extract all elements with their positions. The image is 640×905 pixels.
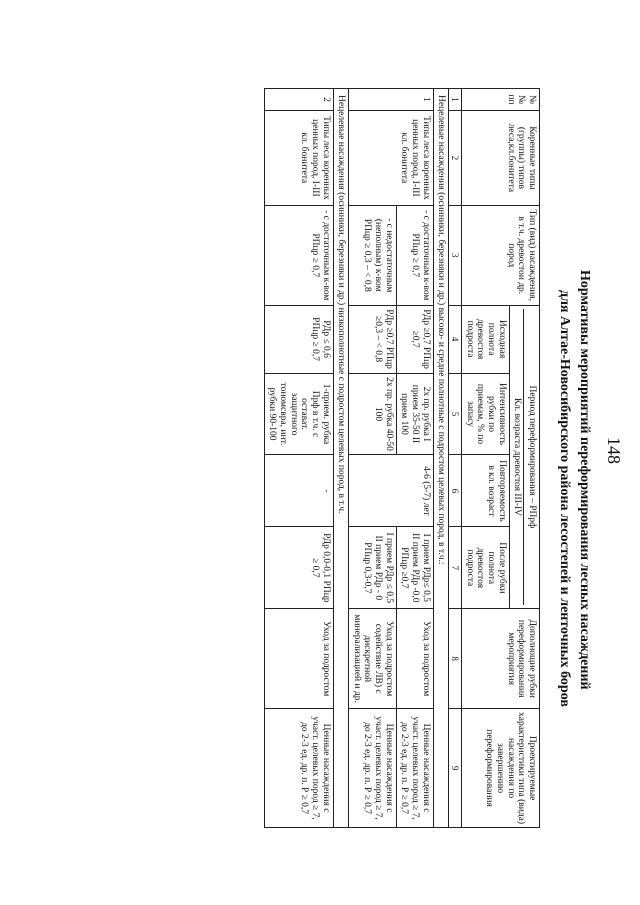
- row1b-extra: Уход за подростом содействие ЛВ) с дискретной минерализацией и др.: [349, 609, 397, 709]
- section-2-row: [333, 89, 349, 828]
- header-period: [509, 305, 539, 609]
- col-num: 5: [449, 373, 462, 455]
- row2-after: РДр 0,0-0,1 РПцр ≥ 0,7: [264, 527, 333, 609]
- row1a-kind: - с достаточным к-вом РПцр ≥ 0,7: [396, 205, 433, 305]
- row1b-after: I прием РДр ≤ 0,5 II прием РДр - 0 РПцр 0,3-0,7: [349, 527, 397, 609]
- col-num: 3: [449, 205, 462, 305]
- row1a-intensity: 2х пр. рубка I прием 35-50 II прием 100: [396, 373, 433, 455]
- section-1-heading: Нецелевые насаждения (осинники, березняки и др.) высоко- и средне полнотные с подростом целевых пород, в т.ч.:: [433, 89, 449, 828]
- col-num: 4: [449, 305, 462, 373]
- row2-density: РДр ≤ 0,6 РПцр ≥ 0,7: [264, 305, 333, 373]
- column-number-row: [449, 89, 462, 828]
- section-1-row: [433, 89, 449, 828]
- title-line-1: Нормативы мероприятий переформирования лесных насаждений: [577, 270, 592, 690]
- header-result: Проектируемые характеристики типа (вида) насаждения по завершению переформирования: [462, 709, 540, 828]
- row2-kind: - с достаточным к-вом РПцр ≥ 0,7: [264, 205, 333, 305]
- row1-repeat: 4-6 (5-7) лет: [349, 455, 433, 527]
- header-period-title: Период переформирования – РПрф: [527, 385, 537, 529]
- table-row: [264, 89, 333, 828]
- col-num: 8: [449, 609, 462, 709]
- row1a-density: РДр ≥0,7 РПцр ≥0,7: [396, 305, 433, 373]
- row2-repeat: -: [264, 455, 333, 527]
- row2-extra: Уход за подростом: [264, 609, 333, 709]
- col-num: 1: [449, 89, 462, 111]
- header-intensity: Интенсивность рубки по приемам, % по запасу: [462, 373, 510, 455]
- row1b-result: Ценные насаждения с участ. целевых пород ≥ 7, до 2-3 ед. др. п. Р ≥ 0,7: [349, 709, 397, 828]
- row1a-extra: Уход за подростом: [396, 609, 433, 709]
- section-2-heading: Нецелевые насаждения (осинники, березняки и др.) низкополнотные с подростом целевых пород, в т.ч.: [333, 89, 349, 828]
- col-num: 7: [449, 527, 462, 609]
- title-line-2: для Алтае-Новосибирского района лесостепей и ленточных боров: [557, 290, 572, 707]
- page-number: 148: [604, 437, 624, 464]
- header-period-sub: Кл. возраста древостоя III-IV: [512, 309, 525, 606]
- row1b-density: РДр ≥0,7 РПцр ≥0,3 – < 0,8: [349, 305, 397, 373]
- row1a-after: I прием РДр≤ 0,5 II прием РДр -0,0 РПцр ≥0,7: [396, 527, 433, 609]
- header-row: [509, 89, 539, 828]
- row1b-intensity: 2х пр. рубка 40-50 100: [349, 373, 397, 455]
- header-after: После рубки полнота древостоя подроста: [462, 527, 510, 609]
- header-stand-type: Тип (вид) насаждения, в т.ч. древостои др. пород: [462, 205, 540, 305]
- row1-no: 1: [349, 89, 433, 111]
- col-num: 6: [449, 455, 462, 527]
- row2-intensity: 1-прием. рубка Прф в т.ч. с остават. защитного тономсвра, инт. рубки 90-100: [264, 373, 333, 455]
- header-density: Исходная полнота древостоя подроста: [462, 305, 510, 373]
- row1a-result: Ценные насаждения с участ. целевых пород ≥ 7, до 2-3 ед. др. п. Р ≥ 0,7: [396, 709, 433, 828]
- row2-no: 2: [264, 89, 333, 111]
- norms-table: [264, 88, 540, 828]
- header-forest-type: Коренные типы (группы) типов леса,кл.бонитета: [462, 110, 540, 205]
- header-no: № № пп: [462, 89, 540, 111]
- rotated-table-wrapper: [30, 88, 540, 828]
- col-num: 9: [449, 709, 462, 828]
- col-num: 2: [449, 110, 462, 205]
- table-row: [396, 89, 433, 828]
- row2-result: Ценные насаждения с участ. целевых пород ≥ 7, до 2-3 ед. др. п. Р ≥ 0,7: [264, 709, 333, 828]
- row1b-kind: - с недостаточным (неполным) к-вом РПцр ≥ 0,3 – < 0,8: [349, 205, 397, 305]
- header-extra: Дополнощие рубки переформирования мероприятия: [462, 609, 540, 709]
- header-repeat: Повторяемость в кл. возраст: [462, 455, 510, 527]
- row1-forest-type: Типы леса коренных ценных пород, I-III кл. бонитета: [349, 110, 433, 205]
- row2-forest-type: Типы леса коренных ценных пород, I-III кл. бонитета: [264, 110, 333, 205]
